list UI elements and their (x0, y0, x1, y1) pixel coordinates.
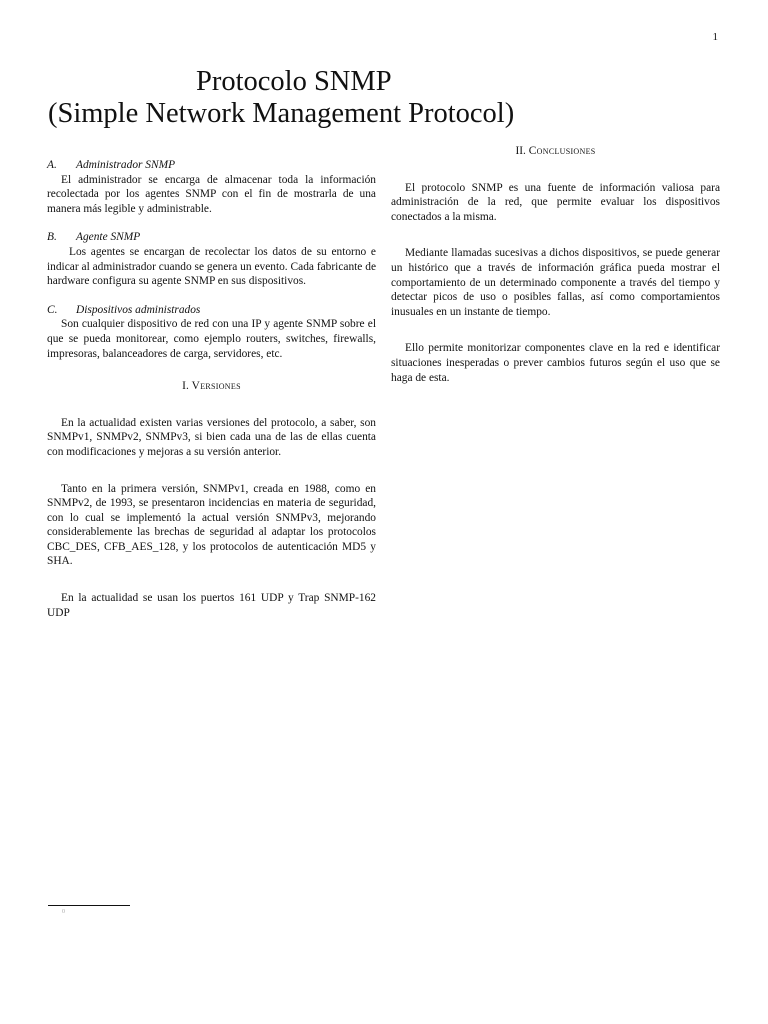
subsection-title-b: Agente SNMP (76, 231, 141, 244)
subsection-heading-a (47, 158, 376, 173)
subsection-letter-b: B. (47, 231, 57, 244)
subsection-text-b: Los agentes se encargan de recolectar los datos de su entorno e indicar al administrador cuando se genera un evento. Cada fabricante de hardware configura su agente SNMP en sus dispositivos. (47, 245, 376, 288)
footnote-mark: 0 (62, 909, 65, 915)
conclusiones-paragraph-1: El protocolo SNMP es una fuente de información valiosa para administración de la red, que permite evaluar los dispositivos conectados a la misma. (391, 181, 720, 223)
left-column (47, 158, 376, 620)
subsection-heading-b (47, 230, 376, 245)
footnote-separator (48, 905, 130, 906)
page-number: 1 (712, 31, 718, 43)
title-line-2: (Simple Network Management Protocol) (48, 98, 515, 129)
versiones-paragraph-2: Tanto en la primera versión, SNMPv1, creada en 1988, como en SNMPv2, de 1993, se presentaron incidencias en materia de seguridad, con lo cual se implementó la actual versión SNMPv3, mejorando considerablemente las brechas de seguridad al adaptar los protocolos CBC_DES, CFB_AES_128, y los protocolos de autenticación MD5 y SHA. (47, 482, 376, 568)
versiones-paragraph-3: En la actualidad se usan los puertos 161 UDP y Trap SNMP-162 UDP (47, 592, 376, 619)
versiones-paragraph-1: En la actualidad existen varias versiones del protocolo, a saber, son SNMPv1, SNMPv2, SNMPv3, si bien cada una de las de ellas cuenta con modificaciones y mejoras a su versión anterior. (47, 416, 376, 458)
section-title-versiones: Versiones (191, 380, 241, 393)
section-heading-versiones (47, 379, 376, 394)
conclusiones-paragraph-3: Ello permite monitorizar componentes clave en la red e identificar situaciones inesperadas o prever cambios futuros según el uso que se haga de esta. (391, 342, 720, 384)
title-line-1: Protocolo SNMP (196, 66, 392, 97)
section-numeral-conclusiones: II. (515, 145, 526, 157)
subsection-title-c: Dispositivos administrados (76, 303, 201, 316)
subsection-title-a: Administrador SNMP (76, 159, 176, 171)
subsection-text-a: El administrador se encarga de almacenar toda la información recolectada por los agentes SNMP con el fin de mostrarla de una manera más legible y administrable. (47, 173, 376, 215)
conclusiones-paragraph-2: Mediante llamadas sucesivas a dichos dispositivos, se puede generar un histórico que a través de información gráfica pueda mostrar el comportamiento de un determinado componente a través del tiempo y detectar picos de uso o posibles fallas, así como comportamientos inusuales en un instante de tiempo. (391, 247, 720, 318)
section-numeral-versiones: I. (182, 380, 189, 393)
right-column (391, 144, 720, 385)
subsection-letter-a: A. (47, 159, 57, 171)
subsection-heading-c (47, 303, 376, 318)
subsection-text-c: Son cualquier dispositivo de red con una IP y agente SNMP sobre el que se pueda monitorear, como ejemplo routers, switches, firewalls, impresoras, balanceadores de carga, servidores, etc. (47, 318, 376, 360)
section-heading-conclusiones (391, 144, 720, 159)
subsection-letter-c: C. (47, 303, 58, 316)
section-title-conclusiones: Conclusiones (528, 145, 596, 157)
document-title (48, 66, 568, 130)
